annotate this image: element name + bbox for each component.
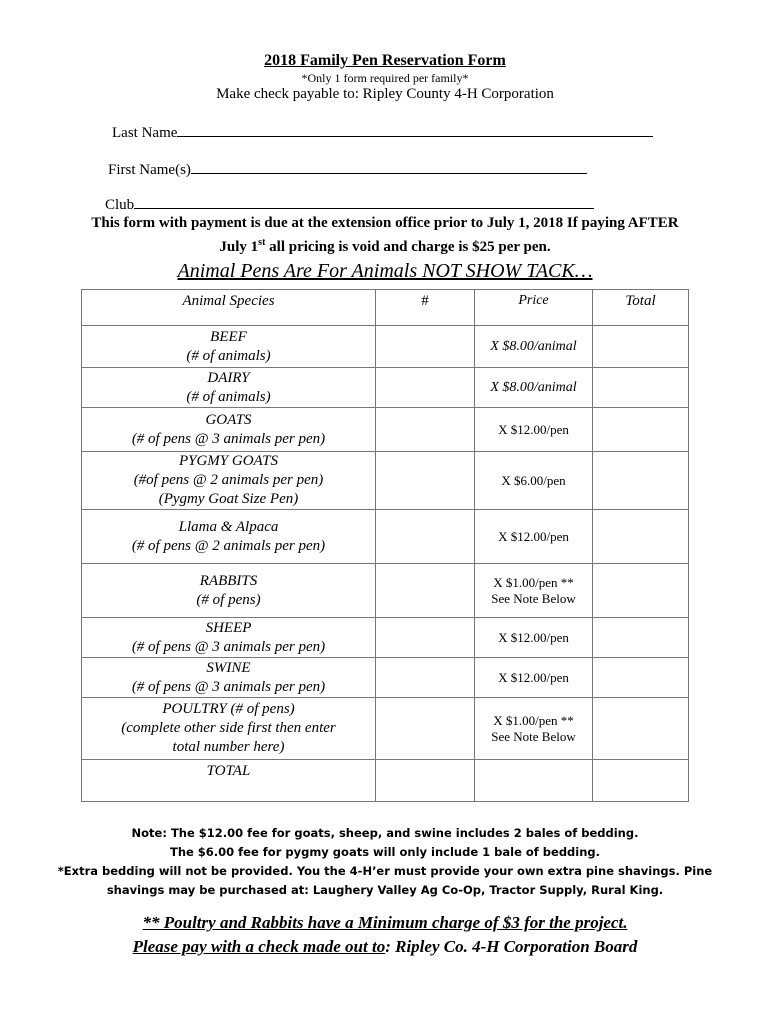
table-row <box>82 698 689 760</box>
club-line[interactable] <box>134 194 594 209</box>
count-input[interactable] <box>376 618 475 658</box>
species-cell: POULTRY (# of pens) (complete other side first then enter total number here) <box>82 698 376 760</box>
species-cell: SHEEP (# of pens @ 3 animals per pen) <box>82 618 376 658</box>
species-cell: RABBITS (# of pens) <box>82 564 376 618</box>
total-price-cell <box>475 760 593 802</box>
grand-total-input[interactable] <box>593 760 689 802</box>
table-row <box>82 658 689 698</box>
note-line-1: Note: The $12.00 fee for goats, sheep, and swine includes 2 bales of bedding. <box>131 826 639 840</box>
minimum-charge-note <box>0 913 770 933</box>
table-header-row <box>82 290 689 326</box>
price-cell: X $12.00/pen <box>475 408 593 452</box>
species-cell: BEEF (# of animals) <box>82 326 376 368</box>
total-row <box>82 760 689 802</box>
form-subnote: *Only 1 form required per family* <box>301 71 469 85</box>
total-count-input[interactable] <box>376 760 475 802</box>
count-input[interactable] <box>376 452 475 510</box>
total-input[interactable] <box>593 564 689 618</box>
count-input[interactable] <box>376 698 475 760</box>
species-cell: PYGMY GOATS (#of pens @ 2 animals per pen) (Pygmy Goat Size Pen) <box>82 452 376 510</box>
price-cell: X $12.00/pen <box>475 510 593 564</box>
bedding-notes <box>0 824 770 900</box>
price-cell: X $1.00/pen ** See Note Below <box>475 698 593 760</box>
note-line-4: shavings may be purchased at: Laughery Valley Ag Co-Op, Tractor Supply, Rural King. <box>106 883 664 897</box>
total-input[interactable] <box>593 658 689 698</box>
payable-note: Make check payable to: Ripley County 4-H Corporation <box>216 86 554 102</box>
note-line-3: *Extra bedding will not be provided. You the 4-H’er must provide your own extra pine shavings. Pine <box>57 864 713 878</box>
table-row <box>82 368 689 408</box>
count-input[interactable] <box>376 510 475 564</box>
table-row <box>82 326 689 368</box>
species-cell: Llama & Alpaca (# of pens @ 2 animals per pen) <box>82 510 376 564</box>
total-label: TOTAL <box>82 760 376 802</box>
first-name-line[interactable] <box>191 159 587 174</box>
due-line-1: This form with payment is due at the extension office prior to July 1, 2018 If paying AFTER <box>91 215 679 231</box>
table-row <box>82 510 689 564</box>
total-input[interactable] <box>593 326 689 368</box>
last-name-field[interactable] <box>112 122 653 142</box>
check-payable-recipient: : Ripley Co. 4-H Corporation Board <box>385 937 638 956</box>
price-cell: X $8.00/animal <box>475 326 593 368</box>
price-cell: X $6.00/pen <box>475 452 593 510</box>
club-label: Club <box>105 197 135 213</box>
total-input[interactable] <box>593 368 689 408</box>
total-input[interactable] <box>593 698 689 760</box>
price-cell: X $12.00/pen <box>475 618 593 658</box>
first-name-field[interactable] <box>108 159 587 179</box>
total-input[interactable] <box>593 510 689 564</box>
price-cell: X $1.00/pen ** See Note Below <box>475 564 593 618</box>
count-header: # <box>376 290 475 326</box>
pen-table <box>81 289 689 802</box>
total-input[interactable] <box>593 408 689 452</box>
note-line-2: The $6.00 fee for pygmy goats will only include 1 bale of bedding. <box>169 845 601 859</box>
count-input[interactable] <box>376 658 475 698</box>
count-input[interactable] <box>376 408 475 452</box>
check-payable-label: Please pay with a check made out to <box>132 937 386 956</box>
species-header: Animal Species <box>82 290 376 326</box>
total-input[interactable] <box>593 618 689 658</box>
count-input[interactable] <box>376 326 475 368</box>
price-header: Price <box>475 290 593 326</box>
first-name-label: First Name(s) <box>108 162 191 178</box>
total-input[interactable] <box>593 452 689 510</box>
species-cell: GOATS (# of pens @ 3 animals per pen) <box>82 408 376 452</box>
check-payable-note <box>0 937 770 957</box>
total-header: Total <box>593 290 689 326</box>
table-row <box>82 564 689 618</box>
table-row <box>82 408 689 452</box>
last-name-line[interactable] <box>177 122 653 137</box>
count-input[interactable] <box>376 368 475 408</box>
species-cell: DAIRY (# of animals) <box>82 368 376 408</box>
price-cell: X $12.00/pen <box>475 658 593 698</box>
form-title: 2018 Family Pen Reservation Form <box>264 52 506 69</box>
club-field[interactable] <box>105 194 594 214</box>
table-row <box>82 618 689 658</box>
count-input[interactable] <box>376 564 475 618</box>
pens-heading: Animal Pens Are For Animals NOT SHOW TACK… <box>177 260 593 282</box>
species-cell: SWINE (# of pens @ 3 animals per pen) <box>82 658 376 698</box>
table-row <box>82 452 689 510</box>
due-line-2: July 1st all pricing is void and charge is $25 per pen. <box>219 237 551 255</box>
last-name-label: Last Name <box>112 125 178 141</box>
due-notice <box>0 213 770 257</box>
minimum-charge-text: ** Poultry and Rabbits have a Minimum charge of $3 for the project. <box>142 913 628 932</box>
price-cell: X $8.00/animal <box>475 368 593 408</box>
